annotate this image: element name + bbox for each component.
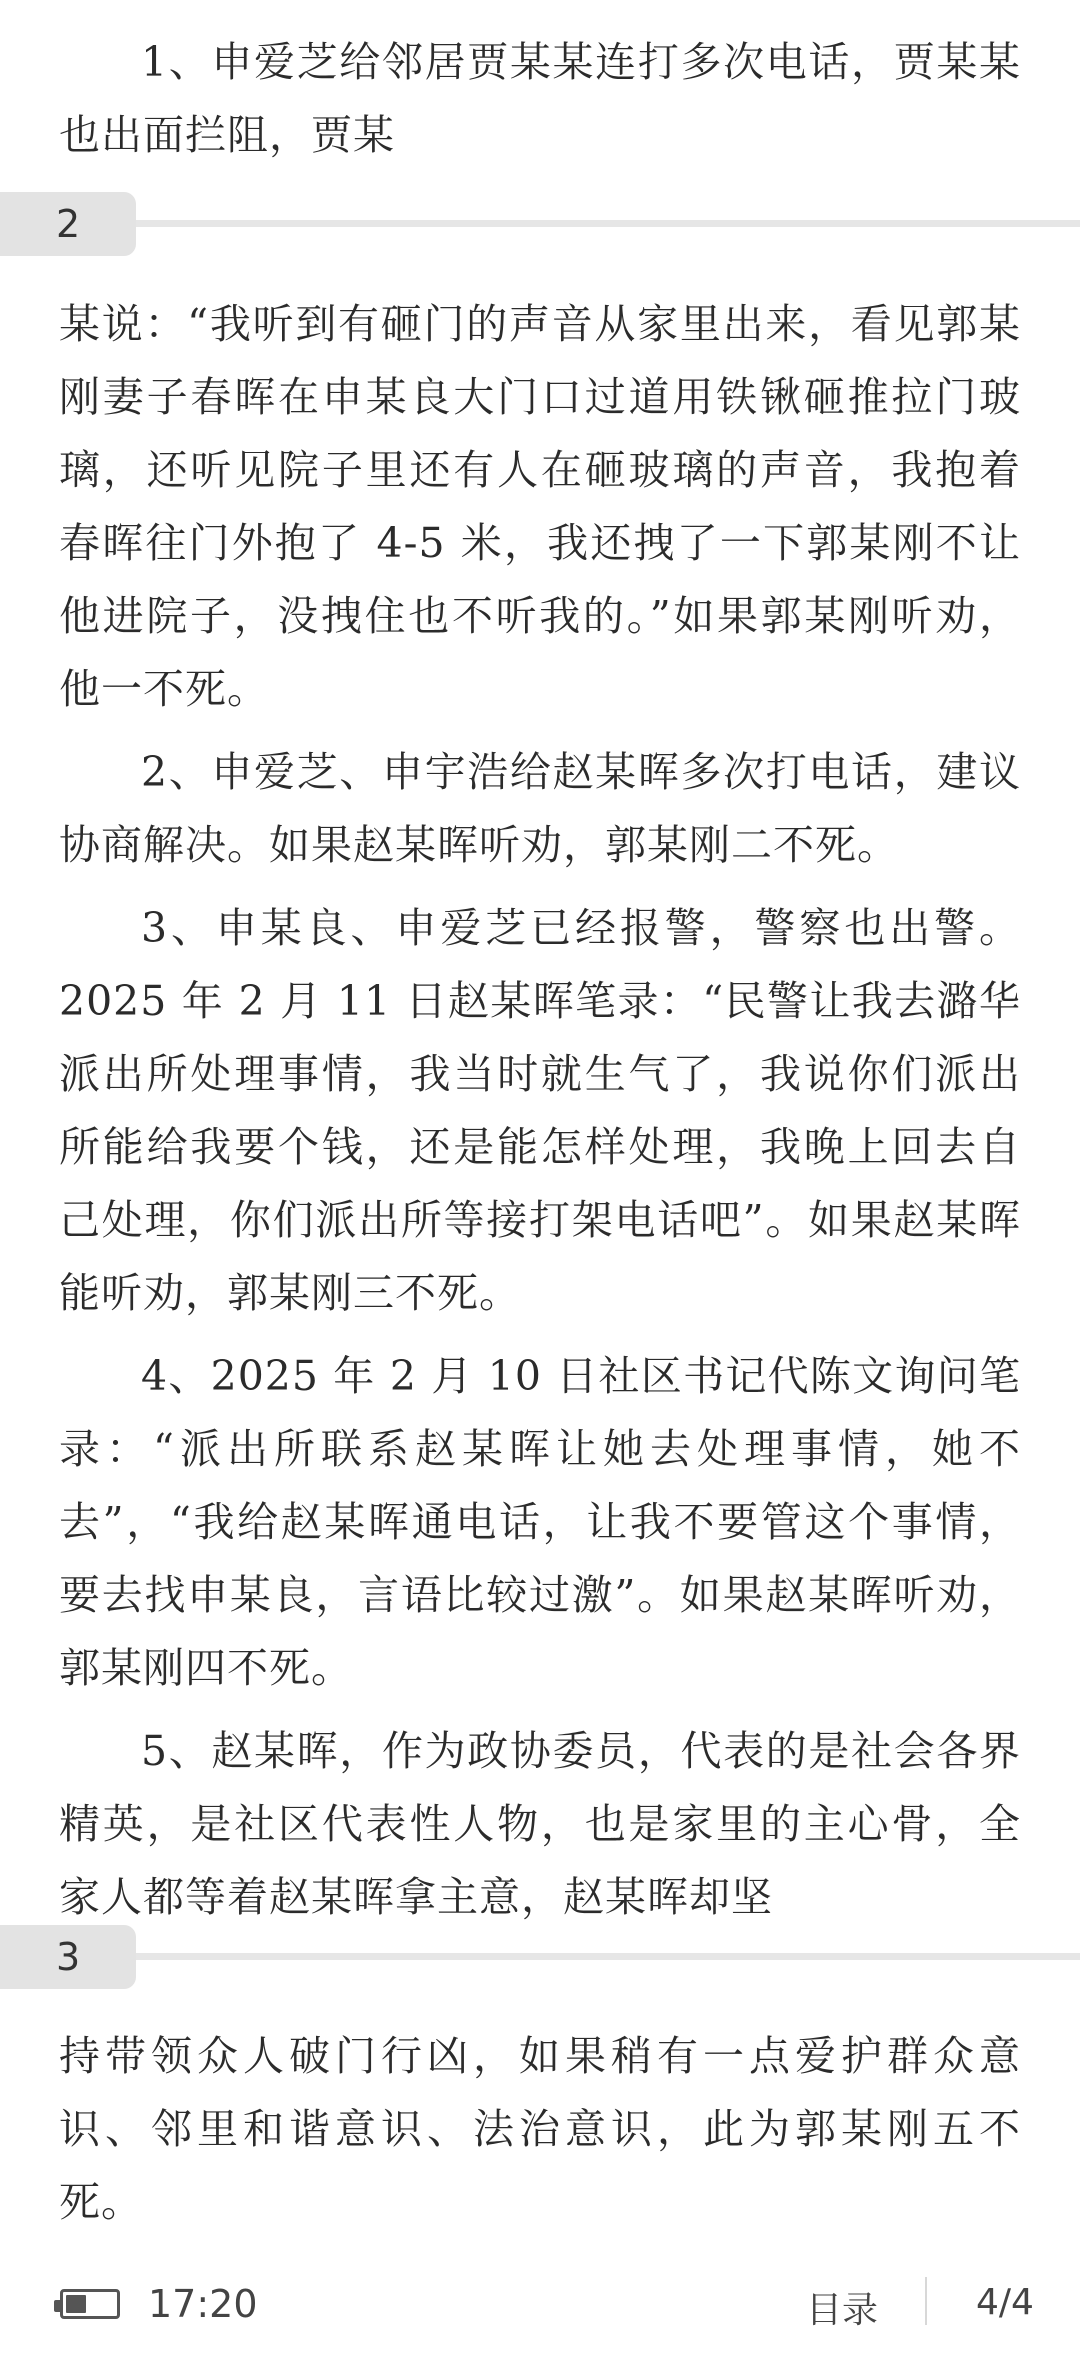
status-divider xyxy=(925,2277,927,2325)
battery-icon xyxy=(60,2289,120,2319)
text-block-page3 xyxy=(59,2020,1021,2239)
page-divider-line xyxy=(136,1953,1080,1960)
text-block-page1 xyxy=(59,26,1021,172)
paragraph-6: 5、赵某晖，作为政协委员，代表的是社会各界精英，是社区代表性人物，也是家里的主心骨，全家人都等着赵某晖拿主意，赵某晖却坚 xyxy=(59,1727,1021,1921)
page-divider-line xyxy=(136,220,1080,227)
paragraph-7: 持带领众人破门行凶，如果稍有一点爱护群众意识、邻里和谐意识、法治意识，此为郭某刚五不死。 xyxy=(59,2032,1021,2226)
page-separator-3 xyxy=(0,1925,1080,1989)
page-number-tab: 3 xyxy=(0,1925,136,1989)
paragraph-1: 1、申爱芝给邻居贾某某连打多次电话，贾某某也出面拦阻，贾某 xyxy=(59,38,1021,159)
paragraph-4: 3、申某良、申爱芝已经报警，警察也出警。2025 年 2 月 11 日赵某晖笔录：“民警让我去潞华派出所处理事情，我当时就生气了，我说你们派出所能给我要个钱，还是能怎样处理，我晚上回去自己处理，你们派出所等接打架电话吧”。如果赵某晖能听劝，郭某刚三不死。 xyxy=(59,904,1021,1317)
table-of-contents-button[interactable]: 目录 xyxy=(806,2290,879,2331)
text-block-page2 xyxy=(59,288,1021,1934)
page-indicator: 4/4 xyxy=(976,2282,1034,2323)
page-number-tab: 2 xyxy=(0,192,136,256)
page-separator-2 xyxy=(0,192,1080,256)
battery-level-fill xyxy=(66,2295,86,2313)
reader-status-bar xyxy=(0,2262,1080,2352)
paragraph-3: 2、申爱芝、申宇浩给赵某晖多次打电话，建议协商解决。如果赵某晖听劝，郭某刚二不死。 xyxy=(59,748,1021,869)
battery-tip xyxy=(54,2300,60,2312)
paragraph-2: 某说：“我听到有砸门的声音从家里出来，看见郭某刚妻子春晖在申某良大门口过道用铁锹砸推拉门玻璃，还听见院子里还有人在砸玻璃的声音，我抱着春晖往门外抱了 4-5 米，我还拽了一下郭某刚不让他进院子，没拽住也不听我的。”如果郭某刚听劝，他一不死。 xyxy=(59,300,1021,713)
paragraph-5: 4、2025 年 2 月 10 日社区书记代陈文询问笔录：“派出所联系赵某晖让她去处理事情，她不去”，“我给赵某晖通电话，让我不要管这个事情，要去找申某良，言语比较过激”。如果赵某晖听劝，郭某刚四不死。 xyxy=(59,1352,1021,1692)
clock-time: 17:20 xyxy=(148,2282,258,2326)
